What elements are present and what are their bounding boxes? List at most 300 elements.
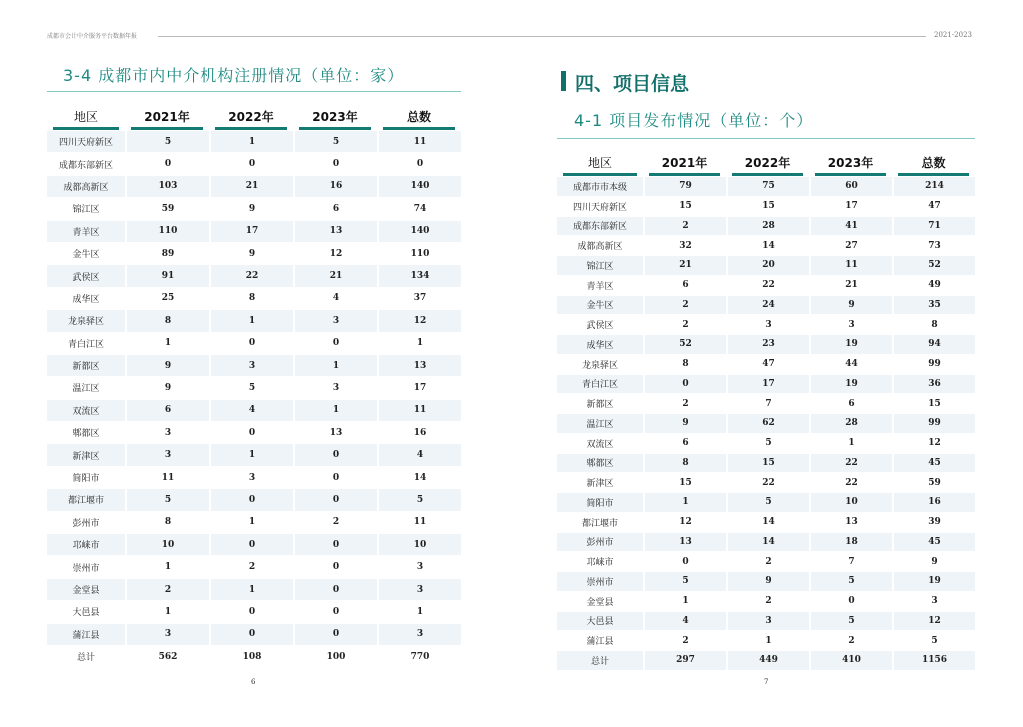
table-row bbox=[47, 265, 461, 287]
value-cell: 3 bbox=[726, 612, 809, 632]
value-cell: 17 bbox=[377, 377, 461, 399]
value-cell: 94 bbox=[892, 335, 975, 355]
value-cell: 15 bbox=[892, 394, 975, 414]
header-underline bbox=[131, 127, 203, 130]
region-cell: 简阳市 bbox=[557, 493, 643, 513]
value-cell: 11 bbox=[377, 400, 461, 422]
value-cell: 1 bbox=[125, 601, 209, 623]
header-left-text: 成都市会计中介服务平台数据年报 bbox=[47, 33, 138, 40]
value-cell: 47 bbox=[892, 197, 975, 217]
value-cell: 47 bbox=[726, 355, 809, 375]
region-cell: 双流区 bbox=[557, 434, 643, 454]
value-cell: 2 bbox=[643, 296, 726, 316]
value-cell: 134 bbox=[377, 265, 461, 287]
value-cell: 0 bbox=[209, 153, 293, 175]
value-cell: 110 bbox=[377, 243, 461, 265]
value-cell: 9 bbox=[209, 198, 293, 220]
region-cell: 新都区 bbox=[557, 394, 643, 414]
value-cell: 4 bbox=[377, 444, 461, 466]
region-cell: 金牛区 bbox=[557, 296, 643, 316]
value-cell: 5 bbox=[809, 612, 892, 632]
table-row bbox=[47, 489, 461, 511]
value-cell: 36 bbox=[892, 375, 975, 395]
header-right-text: 2021-2023 bbox=[934, 31, 972, 39]
table-row bbox=[557, 612, 975, 632]
column-header-label: 地区 bbox=[73, 109, 98, 124]
value-cell: 2 bbox=[809, 631, 892, 651]
table-row bbox=[47, 624, 461, 646]
value-cell: 5 bbox=[125, 489, 209, 511]
table-row bbox=[47, 355, 461, 377]
value-cell: 13 bbox=[377, 355, 461, 377]
value-cell: 99 bbox=[892, 414, 975, 434]
value-cell: 14 bbox=[726, 236, 809, 256]
value-cell: 21 bbox=[643, 256, 726, 276]
value-cell: 28 bbox=[809, 414, 892, 434]
region-cell: 邛崃市 bbox=[557, 552, 643, 572]
header-underline bbox=[53, 127, 119, 130]
value-cell: 39 bbox=[892, 513, 975, 533]
region-cell: 新都区 bbox=[47, 355, 125, 377]
value-cell: 41 bbox=[809, 217, 892, 237]
value-cell: 19 bbox=[892, 572, 975, 592]
total-row bbox=[557, 651, 975, 671]
value-cell: 8 bbox=[125, 512, 209, 534]
region-cell: 龙泉驿区 bbox=[557, 355, 643, 375]
value-cell: 13 bbox=[293, 422, 377, 444]
value-cell: 20 bbox=[726, 256, 809, 276]
region-cell: 蒲江县 bbox=[557, 631, 643, 651]
table-row bbox=[47, 400, 461, 422]
value-cell: 49 bbox=[892, 276, 975, 296]
region-cell: 总计 bbox=[47, 646, 125, 668]
value-cell: 770 bbox=[377, 646, 461, 668]
value-cell: 13 bbox=[293, 221, 377, 243]
header-underline bbox=[898, 173, 969, 176]
value-cell: 0 bbox=[643, 375, 726, 395]
region-cell: 武侯区 bbox=[47, 265, 125, 287]
region-cell: 简阳市 bbox=[47, 467, 125, 489]
value-cell: 91 bbox=[125, 265, 209, 287]
value-cell: 1156 bbox=[892, 651, 975, 671]
value-cell: 3 bbox=[125, 624, 209, 646]
value-cell: 1 bbox=[209, 131, 293, 153]
value-cell: 0 bbox=[293, 153, 377, 175]
value-cell: 1 bbox=[125, 556, 209, 578]
region-cell: 成都市市本级 bbox=[557, 177, 643, 197]
column-header-label: 2023年 bbox=[827, 155, 874, 170]
value-cell: 12 bbox=[892, 612, 975, 632]
table-row bbox=[47, 333, 461, 355]
value-cell: 1 bbox=[809, 434, 892, 454]
column-header-label: 2021年 bbox=[144, 109, 190, 124]
region-cell: 蒲江县 bbox=[47, 624, 125, 646]
value-cell: 21 bbox=[209, 176, 293, 198]
value-cell: 0 bbox=[293, 333, 377, 355]
value-cell: 4 bbox=[293, 288, 377, 310]
value-cell: 140 bbox=[377, 176, 461, 198]
table-row bbox=[47, 131, 461, 153]
region-cell: 崇州市 bbox=[557, 572, 643, 592]
region-cell: 青羊区 bbox=[47, 221, 125, 243]
table-row bbox=[47, 579, 461, 601]
value-cell: 79 bbox=[643, 177, 726, 197]
value-cell: 21 bbox=[809, 276, 892, 296]
value-cell: 12 bbox=[643, 513, 726, 533]
header-underline bbox=[215, 127, 287, 130]
value-cell: 9 bbox=[809, 296, 892, 316]
value-cell: 18 bbox=[809, 533, 892, 553]
value-cell: 9 bbox=[643, 414, 726, 434]
value-cell: 22 bbox=[809, 454, 892, 474]
column-header-label: 2021年 bbox=[661, 155, 708, 170]
value-cell: 0 bbox=[643, 552, 726, 572]
region-cell: 双流区 bbox=[47, 400, 125, 422]
table-row bbox=[47, 601, 461, 623]
value-cell: 15 bbox=[726, 197, 809, 217]
value-cell: 11 bbox=[377, 512, 461, 534]
value-cell: 11 bbox=[809, 256, 892, 276]
value-cell: 60 bbox=[809, 177, 892, 197]
value-cell: 3 bbox=[293, 310, 377, 332]
value-cell: 8 bbox=[209, 288, 293, 310]
value-cell: 22 bbox=[809, 473, 892, 493]
value-cell: 0 bbox=[293, 467, 377, 489]
table-row bbox=[557, 177, 975, 197]
value-cell: 24 bbox=[726, 296, 809, 316]
region-cell: 温江区 bbox=[557, 414, 643, 434]
region-cell: 大邑县 bbox=[47, 601, 125, 623]
value-cell: 4 bbox=[643, 612, 726, 632]
value-cell: 410 bbox=[809, 651, 892, 671]
value-cell: 11 bbox=[125, 467, 209, 489]
table-3-4 bbox=[47, 101, 461, 668]
value-cell: 22 bbox=[726, 276, 809, 296]
value-cell: 1 bbox=[209, 579, 293, 601]
value-cell: 45 bbox=[892, 454, 975, 474]
header-underline bbox=[383, 127, 455, 130]
table-row bbox=[557, 355, 975, 375]
table-row bbox=[47, 221, 461, 243]
region-cell: 彭州市 bbox=[557, 533, 643, 553]
value-cell: 2 bbox=[643, 631, 726, 651]
table-row bbox=[557, 335, 975, 355]
header-underline bbox=[563, 173, 637, 176]
region-cell: 郫都区 bbox=[47, 422, 125, 444]
value-cell: 89 bbox=[125, 243, 209, 265]
table-row bbox=[557, 473, 975, 493]
region-cell: 武侯区 bbox=[557, 315, 643, 335]
value-cell: 3 bbox=[209, 467, 293, 489]
column-header-year bbox=[643, 147, 726, 177]
value-cell: 103 bbox=[125, 176, 209, 198]
value-cell: 562 bbox=[125, 646, 209, 668]
value-cell: 5 bbox=[377, 489, 461, 511]
region-cell: 成都东部新区 bbox=[557, 217, 643, 237]
table-row bbox=[557, 276, 975, 296]
region-cell: 金堂县 bbox=[557, 592, 643, 612]
region-cell: 青羊区 bbox=[557, 276, 643, 296]
value-cell: 0 bbox=[293, 489, 377, 511]
value-cell: 0 bbox=[209, 624, 293, 646]
column-header-region bbox=[557, 147, 643, 177]
value-cell: 52 bbox=[643, 335, 726, 355]
value-cell: 214 bbox=[892, 177, 975, 197]
value-cell: 3 bbox=[209, 355, 293, 377]
page-number-right: 7 bbox=[764, 678, 769, 686]
value-cell: 0 bbox=[377, 153, 461, 175]
value-cell: 73 bbox=[892, 236, 975, 256]
value-cell: 0 bbox=[293, 624, 377, 646]
region-cell: 成都高新区 bbox=[47, 176, 125, 198]
region-cell: 新津区 bbox=[47, 444, 125, 466]
value-cell: 28 bbox=[726, 217, 809, 237]
title-underline-left bbox=[47, 91, 461, 92]
value-cell: 1 bbox=[377, 601, 461, 623]
value-cell: 75 bbox=[726, 177, 809, 197]
value-cell: 3 bbox=[377, 579, 461, 601]
value-cell: 25 bbox=[125, 288, 209, 310]
value-cell: 3 bbox=[809, 315, 892, 335]
value-cell: 10 bbox=[125, 534, 209, 556]
value-cell: 17 bbox=[809, 197, 892, 217]
value-cell: 17 bbox=[726, 375, 809, 395]
header-rule bbox=[158, 36, 926, 37]
table-row bbox=[557, 217, 975, 237]
value-cell: 15 bbox=[643, 197, 726, 217]
table-row bbox=[47, 556, 461, 578]
table-row bbox=[47, 377, 461, 399]
value-cell: 16 bbox=[293, 176, 377, 198]
table-row bbox=[557, 631, 975, 651]
table-row bbox=[47, 243, 461, 265]
value-cell: 2 bbox=[125, 579, 209, 601]
value-cell: 16 bbox=[377, 422, 461, 444]
table-row bbox=[47, 444, 461, 466]
region-cell: 成都高新区 bbox=[557, 236, 643, 256]
table-row bbox=[47, 153, 461, 175]
value-cell: 22 bbox=[726, 473, 809, 493]
value-cell: 99 bbox=[892, 355, 975, 375]
value-cell: 0 bbox=[293, 444, 377, 466]
region-cell: 四川天府新区 bbox=[47, 131, 125, 153]
value-cell: 35 bbox=[892, 296, 975, 316]
region-cell: 龙泉驿区 bbox=[47, 310, 125, 332]
value-cell: 297 bbox=[643, 651, 726, 671]
value-cell: 6 bbox=[125, 400, 209, 422]
value-cell: 74 bbox=[377, 198, 461, 220]
value-cell: 7 bbox=[809, 552, 892, 572]
value-cell: 62 bbox=[726, 414, 809, 434]
table-row bbox=[557, 513, 975, 533]
value-cell: 8 bbox=[125, 310, 209, 332]
value-cell: 0 bbox=[293, 579, 377, 601]
value-cell: 5 bbox=[809, 572, 892, 592]
value-cell: 4 bbox=[209, 400, 293, 422]
value-cell: 12 bbox=[377, 310, 461, 332]
region-cell: 都江堰市 bbox=[557, 513, 643, 533]
value-cell: 14 bbox=[726, 533, 809, 553]
value-cell: 17 bbox=[209, 221, 293, 243]
table-header-row bbox=[557, 147, 975, 177]
header-underline bbox=[299, 127, 371, 130]
value-cell: 0 bbox=[809, 592, 892, 612]
value-cell: 3 bbox=[726, 315, 809, 335]
value-cell: 8 bbox=[643, 454, 726, 474]
value-cell: 6 bbox=[643, 434, 726, 454]
value-cell: 0 bbox=[293, 534, 377, 556]
table-row bbox=[47, 288, 461, 310]
value-cell: 52 bbox=[892, 256, 975, 276]
region-cell: 锦江区 bbox=[557, 256, 643, 276]
header-underline bbox=[815, 173, 886, 176]
value-cell: 11 bbox=[377, 131, 461, 153]
table-row bbox=[557, 552, 975, 572]
value-cell: 9 bbox=[726, 572, 809, 592]
table-row bbox=[557, 533, 975, 553]
value-cell: 2 bbox=[643, 394, 726, 414]
value-cell: 1 bbox=[726, 631, 809, 651]
region-cell: 邛崃市 bbox=[47, 534, 125, 556]
value-cell: 14 bbox=[726, 513, 809, 533]
value-cell: 16 bbox=[892, 493, 975, 513]
value-cell: 0 bbox=[209, 601, 293, 623]
value-cell: 12 bbox=[892, 434, 975, 454]
region-cell: 成华区 bbox=[47, 288, 125, 310]
value-cell: 15 bbox=[643, 473, 726, 493]
table-row bbox=[557, 572, 975, 592]
value-cell: 21 bbox=[293, 265, 377, 287]
value-cell: 3 bbox=[125, 422, 209, 444]
value-cell: 45 bbox=[892, 533, 975, 553]
region-cell: 成华区 bbox=[557, 335, 643, 355]
value-cell: 1 bbox=[643, 493, 726, 513]
value-cell: 0 bbox=[209, 422, 293, 444]
column-header-year bbox=[293, 101, 377, 131]
value-cell: 13 bbox=[809, 513, 892, 533]
value-cell: 0 bbox=[209, 489, 293, 511]
value-cell: 59 bbox=[892, 473, 975, 493]
value-cell: 5 bbox=[209, 377, 293, 399]
value-cell: 108 bbox=[209, 646, 293, 668]
table-row bbox=[47, 310, 461, 332]
region-cell: 大邑县 bbox=[557, 612, 643, 632]
value-cell: 5 bbox=[125, 131, 209, 153]
value-cell: 7 bbox=[726, 394, 809, 414]
value-cell: 5 bbox=[892, 631, 975, 651]
value-cell: 15 bbox=[726, 454, 809, 474]
value-cell: 5 bbox=[293, 131, 377, 153]
value-cell: 71 bbox=[892, 217, 975, 237]
table-row bbox=[557, 375, 975, 395]
value-cell: 5 bbox=[726, 434, 809, 454]
value-cell: 32 bbox=[643, 236, 726, 256]
table-row bbox=[47, 176, 461, 198]
value-cell: 9 bbox=[125, 355, 209, 377]
table-row bbox=[557, 592, 975, 612]
column-header-label: 2023年 bbox=[312, 109, 358, 124]
value-cell: 0 bbox=[125, 153, 209, 175]
value-cell: 1 bbox=[643, 592, 726, 612]
value-cell: 19 bbox=[809, 375, 892, 395]
value-cell: 1 bbox=[125, 333, 209, 355]
column-header-label: 2022年 bbox=[744, 155, 791, 170]
column-header-year bbox=[809, 147, 892, 177]
table-header-row bbox=[47, 101, 461, 131]
table-3-4-title: 3-4 成都市内中介机构注册情况（单位：家） bbox=[63, 66, 405, 85]
title-underline-right bbox=[557, 138, 975, 139]
value-cell: 2 bbox=[643, 315, 726, 335]
value-cell: 1 bbox=[209, 310, 293, 332]
value-cell: 12 bbox=[293, 243, 377, 265]
value-cell: 2 bbox=[209, 556, 293, 578]
header-underline bbox=[649, 173, 720, 176]
value-cell: 9 bbox=[209, 243, 293, 265]
section-marker bbox=[561, 71, 566, 91]
table-row bbox=[557, 197, 975, 217]
value-cell: 13 bbox=[643, 533, 726, 553]
table-row bbox=[47, 198, 461, 220]
value-cell: 6 bbox=[809, 394, 892, 414]
value-cell: 110 bbox=[125, 221, 209, 243]
table-row bbox=[557, 454, 975, 474]
value-cell: 22 bbox=[209, 265, 293, 287]
region-cell: 总计 bbox=[557, 651, 643, 671]
table-row bbox=[557, 394, 975, 414]
value-cell: 59 bbox=[125, 198, 209, 220]
value-cell: 2 bbox=[643, 217, 726, 237]
region-cell: 成都东部新区 bbox=[47, 153, 125, 175]
region-cell: 崇州市 bbox=[47, 556, 125, 578]
section-title: 四、项目信息 bbox=[575, 73, 690, 95]
column-header-total bbox=[377, 101, 461, 131]
header-underline bbox=[732, 173, 803, 176]
value-cell: 8 bbox=[643, 355, 726, 375]
column-header-year bbox=[726, 147, 809, 177]
value-cell: 37 bbox=[377, 288, 461, 310]
region-cell: 新津区 bbox=[557, 473, 643, 493]
table-row bbox=[47, 512, 461, 534]
table-row bbox=[47, 534, 461, 556]
table-row bbox=[47, 467, 461, 489]
table-row bbox=[47, 422, 461, 444]
value-cell: 1 bbox=[209, 512, 293, 534]
value-cell: 0 bbox=[293, 556, 377, 578]
table-row bbox=[557, 236, 975, 256]
table-row bbox=[557, 434, 975, 454]
value-cell: 1 bbox=[293, 355, 377, 377]
value-cell: 14 bbox=[377, 467, 461, 489]
column-header-total bbox=[892, 147, 975, 177]
value-cell: 1 bbox=[209, 444, 293, 466]
value-cell: 3 bbox=[293, 377, 377, 399]
region-cell: 青白江区 bbox=[557, 375, 643, 395]
region-cell: 都江堰市 bbox=[47, 489, 125, 511]
page-number-left: 6 bbox=[251, 678, 256, 686]
value-cell: 2 bbox=[726, 592, 809, 612]
region-cell: 金堂县 bbox=[47, 579, 125, 601]
region-cell: 锦江区 bbox=[47, 198, 125, 220]
value-cell: 10 bbox=[809, 493, 892, 513]
table-row bbox=[557, 256, 975, 276]
column-header-label: 总数 bbox=[406, 109, 431, 124]
value-cell: 1 bbox=[377, 333, 461, 355]
total-row bbox=[47, 646, 461, 668]
value-cell: 27 bbox=[809, 236, 892, 256]
value-cell: 3 bbox=[125, 444, 209, 466]
table-row bbox=[557, 493, 975, 513]
value-cell: 6 bbox=[643, 276, 726, 296]
